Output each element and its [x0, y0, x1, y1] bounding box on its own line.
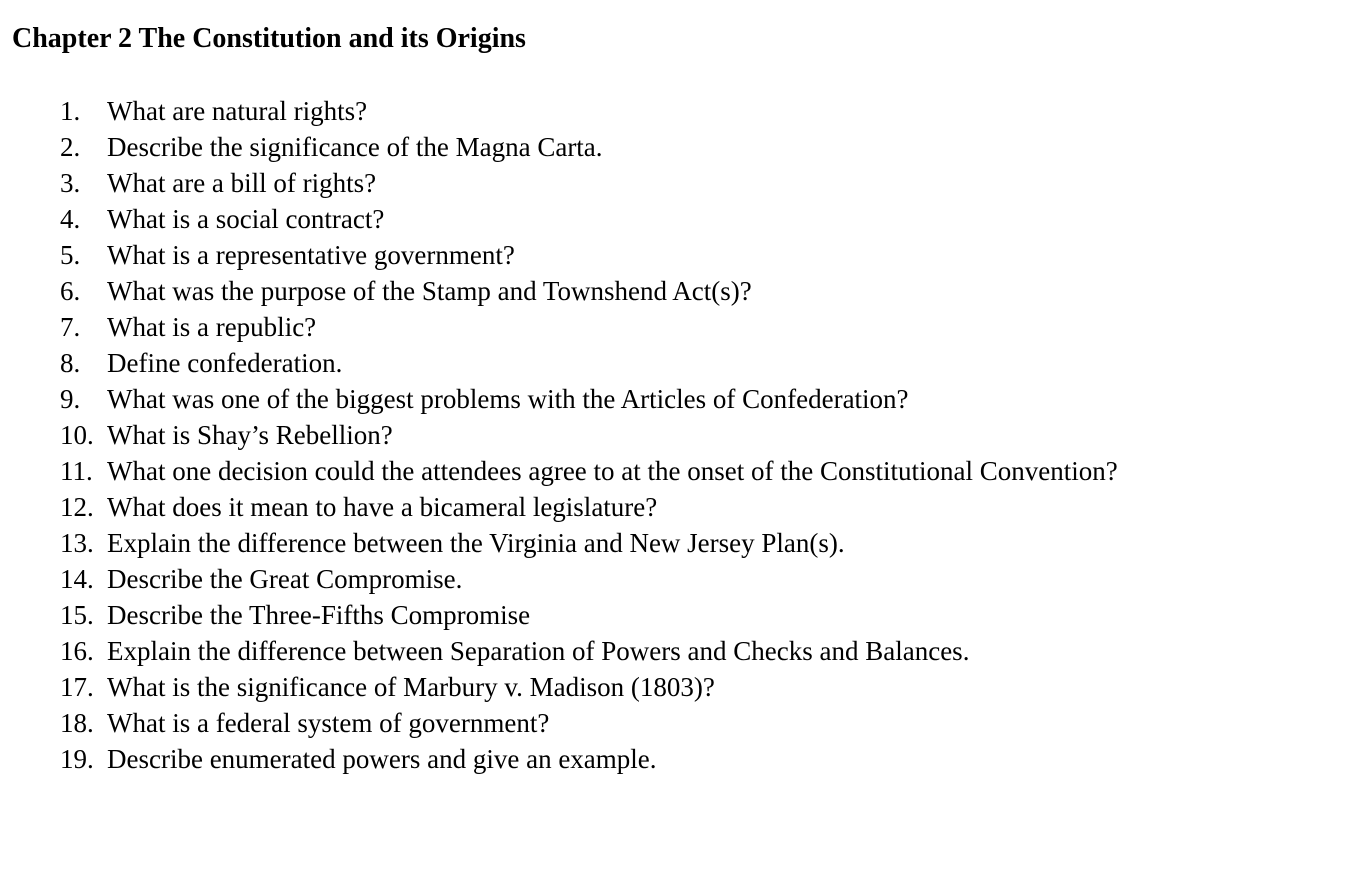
question-text: What are natural rights?: [107, 96, 368, 126]
question-text: Describe enumerated powers and give an example.: [107, 744, 657, 774]
question-number: 16.: [60, 636, 94, 666]
question-text: What one decision could the attendees agree to at the onset of the Constitutional Convention?: [107, 456, 1118, 486]
question-number: 4.: [60, 204, 81, 234]
list-item: [60, 237, 1118, 273]
question-number: 1.: [60, 96, 81, 126]
list-item: [60, 525, 1118, 561]
question-text: Explain the difference between the Virginia and New Jersey Plan(s).: [107, 528, 845, 558]
question-text: What is Shay’s Rebellion?: [107, 420, 393, 450]
question-number: 8.: [60, 348, 81, 378]
question-text: Describe the Three-Fifths Compromise: [107, 600, 531, 630]
list-item: [60, 489, 1118, 525]
question-number: 19.: [60, 744, 94, 774]
list-item: [60, 381, 1118, 417]
question-text: Describe the significance of the Magna Carta.: [107, 132, 603, 162]
question-text: What is a republic?: [107, 312, 317, 342]
list-item: [60, 453, 1118, 489]
question-text: What is the significance of Marbury v. Madison (1803)?: [107, 672, 715, 702]
question-text: Define confederation.: [107, 348, 343, 378]
question-number: 10.: [60, 420, 94, 450]
list-item: [60, 633, 1118, 669]
question-text: What is a federal system of government?: [107, 708, 550, 738]
question-number: 2.: [60, 132, 81, 162]
question-text: What are a bill of rights?: [107, 168, 377, 198]
question-list: [60, 93, 1118, 777]
question-text: What was the purpose of the Stamp and Townshend Act(s)?: [107, 276, 752, 306]
question-text: What is a social contract?: [107, 204, 385, 234]
question-number: 5.: [60, 240, 81, 270]
list-item: [60, 273, 1118, 309]
question-number: 13.: [60, 528, 94, 558]
list-item: [60, 309, 1118, 345]
list-item: [60, 669, 1118, 705]
list-item: [60, 561, 1118, 597]
list-item: [60, 165, 1118, 201]
question-number: 14.: [60, 564, 94, 594]
list-item: [60, 417, 1118, 453]
question-number: 7.: [60, 312, 81, 342]
question-number: 3.: [60, 168, 81, 198]
page-title: Chapter 2 The Constitution and its Origins: [12, 23, 526, 54]
question-text: What is a representative government?: [107, 240, 515, 270]
list-item: [60, 93, 1118, 129]
question-number: 11.: [60, 456, 93, 486]
question-number: 17.: [60, 672, 94, 702]
list-item: [60, 201, 1118, 237]
question-number: 15.: [60, 600, 94, 630]
question-text: Describe the Great Compromise.: [107, 564, 463, 594]
question-number: 18.: [60, 708, 94, 738]
question-text: Explain the difference between Separation of Powers and Checks and Balances.: [107, 636, 970, 666]
question-number: 12.: [60, 492, 94, 522]
list-item: [60, 741, 1118, 777]
question-number: 9.: [60, 384, 81, 414]
list-item: [60, 129, 1118, 165]
question-text: What does it mean to have a bicameral legislature?: [107, 492, 658, 522]
list-item: [60, 345, 1118, 381]
question-number: 6.: [60, 276, 81, 306]
question-text: What was one of the biggest problems with the Articles of Confederation?: [107, 384, 909, 414]
list-item: [60, 597, 1118, 633]
list-item: [60, 705, 1118, 741]
